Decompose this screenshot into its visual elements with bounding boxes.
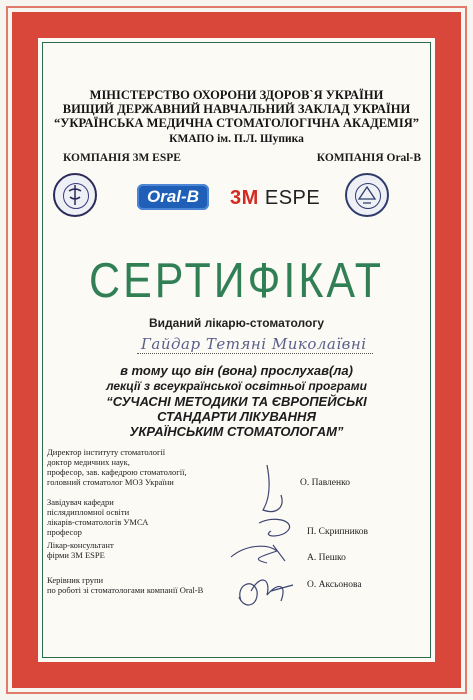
- signatory-name-4: О. Аксьонова: [307, 580, 362, 590]
- signatory-role-4: Керівник групи по роботі зі стоматологами компанії Oral-B: [47, 575, 204, 595]
- kmapo-line: КМАПО ім. П.Л. Шупика: [169, 133, 304, 145]
- signatory-name-1: О. Павленко: [300, 478, 350, 488]
- espe-mark: ESPE: [264, 187, 321, 209]
- company-3m-espe: КОМПАНІЯ 3М ESPE: [63, 152, 181, 164]
- signatures-section: [45, 45, 428, 655]
- certificate-title: СЕРТИФІКАТ: [89, 253, 384, 309]
- oral-b-logo: Oral-B: [137, 184, 209, 210]
- recipient-name: Гайдар Тетяні Миколаївні: [141, 335, 367, 353]
- issued-to-label: Виданий лікарю-стоматологу: [148, 316, 325, 330]
- signatory-name-3: А. Пешко: [307, 553, 346, 563]
- signatory-role-3: Лікар-консультант фірми 3М ESPE: [47, 540, 114, 560]
- certificate-content: [45, 45, 428, 655]
- 3m-mark: 3M: [230, 187, 259, 209]
- handwritten-signatures: [45, 45, 428, 655]
- body-line-2: лекції з всеукраїнської освітньої програми: [106, 379, 367, 393]
- body-line-5: УКРАЇНСЬКИМ СТОМАТОЛОГАМ”: [129, 424, 344, 439]
- signatory-name-2: П. Скрипников: [307, 527, 369, 537]
- academy-line: “УКРАЇНСЬКА МЕДИЧНА СТОМАТОЛОГІЧНА АКАДЕМІЯ”: [54, 116, 419, 130]
- body-line-1: в тому що він (вона) прослухав(ла): [120, 363, 353, 378]
- signatory-role-2: Завідувач кафедри післядипломної освіти лікарів-стоматологів УМСА професор: [47, 497, 149, 537]
- body-line-4: СТАНДАРТИ ЛІКУВАННЯ: [157, 409, 316, 424]
- ministry-line: МІНІСТЕРСТВО ОХОРОНИ ЗДОРОВ`Я УКРАЇНИ: [89, 88, 384, 102]
- body-line-3: “СУЧАСНІ МЕТОДИКИ ТА ЄВРОПЕЙСЬКІ: [106, 394, 367, 409]
- signatory-role-1: Директор інституту стоматології доктор медичних наук, професор, зав. кафедрою стоматології, головний стоматолог МОЗ України: [47, 447, 187, 487]
- institution-line: ВИЩИЙ ДЕРЖАВНИЙ НАВЧАЛЬНИЙ ЗАКЛАД УКРАЇНИ: [62, 102, 411, 116]
- company-oral-b: КОМПАНІЯ Oral-B: [316, 152, 421, 164]
